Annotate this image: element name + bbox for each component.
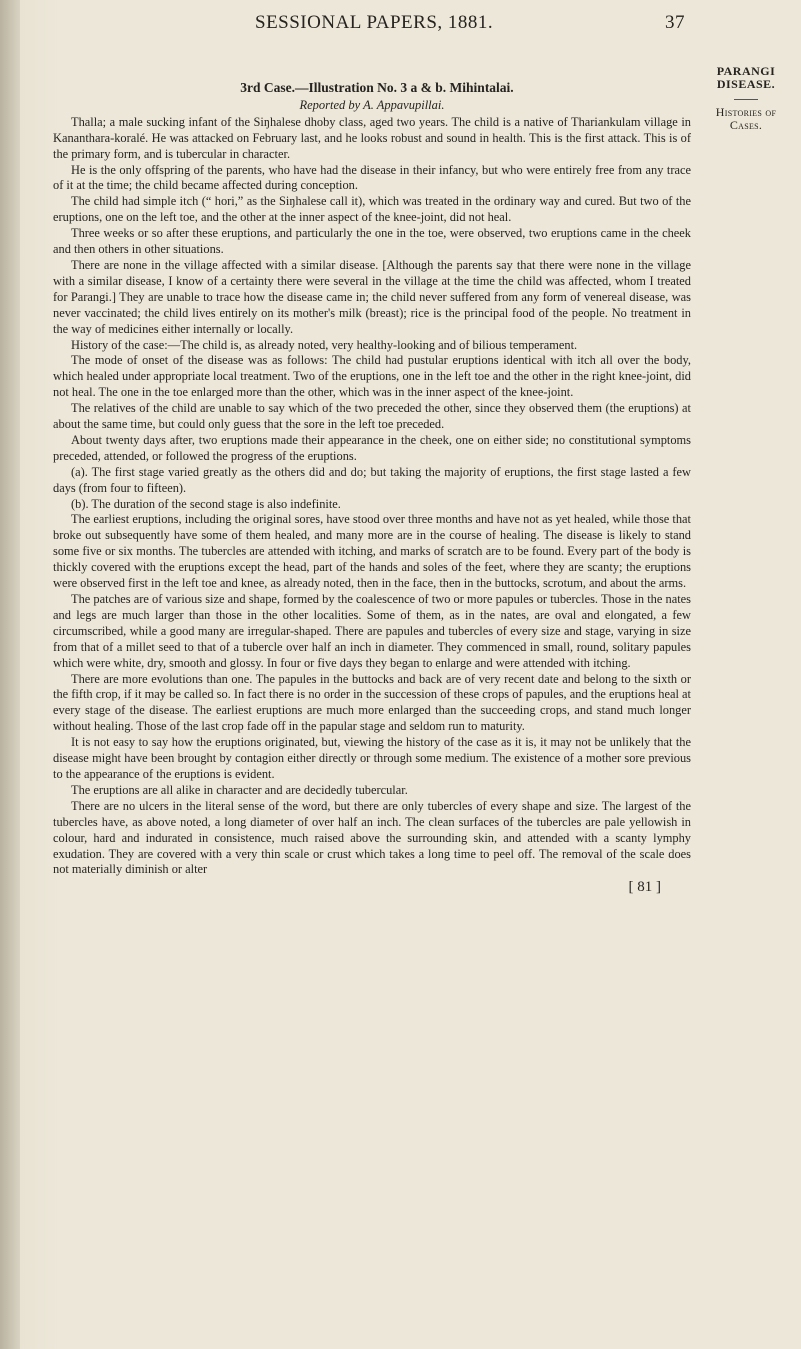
paragraph: Thalla; a male sucking infant of the Siŋhalese dhoby class, aged two years. The child is a native of Thariankulam village in Kananthara-koralé. He was attacked on February last, and he looks robust and sound in health. This is the first attack. This is of the primary form, and is tubercular in character. — [53, 114, 691, 161]
sidenote-line-2: DISEASE. — [716, 77, 776, 91]
sidenote-line-1: PARANGI — [716, 64, 776, 78]
sidenote-line-3: Histories of — [715, 105, 777, 119]
case-reporter: Reported by A. Appavupillai. — [299, 97, 445, 112]
page-reference: [ 81 ] — [628, 879, 661, 896]
paragraph: He is the only offspring of the parents, who have had the disease in their infancy, but who were entirely free from any trace of it at the time; the child became affected during conception. — [53, 162, 691, 193]
paragraph: There are no ulcers in the literal sense of the word, but there are only tubercles of every shape and size. The largest of the tubercles have, as above noted, a long diameter of over half an inch. The clean surfaces of the tubercles are pale yellowish in colour, hard and indurated in consistence, much raised above the surrounding skin, and attended with a scanty lymphy exudation. They are covered with a very thin scale or crust which takes a long time to peel off. The removal of the scale does not materially diminish or alter — [53, 798, 691, 877]
case-title: 3rd Case.—Illustration No. 3 a & b. Mihintalai. — [240, 80, 514, 95]
paragraph: There are more evolutions than one. The papules in the buttocks and back are of very recent date and belong to the sixth or the fifth crop, if it may be called so. In fact there is no order in the succession of these crops of papules, and the eruptions heal at every stage of the disease. The earliest eruptions are much more enlarged than the succeeding crops, and stand much longer without healing. Those of the last crop fade off in the papular stage and seldom run to maturity. — [53, 671, 691, 734]
header-title: SESSIONAL PAPERS, 1881. — [255, 12, 494, 33]
sidenote-line-4: Cases. — [729, 118, 763, 132]
paragraph: (a). The first stage varied greatly as the others did and do; but taking the majority of eruptions, the first stage lasted a few days (from four to fifteen). — [53, 464, 691, 495]
paragraph: Three weeks or so after these eruptions, and particularly the one in the toe, were observed, two eruptions came in the cheek and then others in other situations. — [53, 226, 691, 257]
page-number: 37 — [665, 12, 685, 33]
paragraph: The mode of onset of the disease was as follows: The child had pustular eruptions identical with itch all over the body, which healed under appropriate local treatment. Two of the eruptions, one in the left toe and the other in the right knee-joint, did not heal. The one in the toe enlarged more than the other, which was in the inner aspect of the knee-joint. — [53, 353, 691, 400]
book-spine-shadow — [0, 0, 20, 1349]
paragraph: The patches are of various size and shape, formed by the coalescence of two or more papules or tubercles. Those in the nates and legs are much larger than those in the other localities. Some of them, as in the nates, are oval and elongated, a few circumscribed, while a good many are irregular-shaped. There are papules and tubercles of every size and stage, varying in size from that of a millet seed to that of a tubercle over half an inch in diameter. They commenced in small, round, solitary papules which were white, dry, smooth and glossy. In four or five days they began to enlarge and were attended with itching. — [53, 592, 691, 670]
sidenote-rule — [734, 99, 758, 100]
paragraph: There are none in the village affected with a similar disease. [Although the parents say that there were none in the village with a similar disease, I know of a certainty there were several in the village at the time the child was affected, whom I treated for Parangi.] They are unable to trace how the disease came in; the child never suffered from any form of venereal disease, was never vaccinated; the child lives entirely on its mother's milk (breast); rice is the principal food of the people. No treatment in the way of medicines either internally or locally. — [53, 257, 691, 336]
paragraph: It is not easy to say how the eruptions originated, but, viewing the history of the case as it is, it may not be unlikely that the disease might have been brought by contagion either directly or through some medium. The existence of a mother sore previous to the appearance of the eruptions is evident. — [53, 735, 691, 781]
paragraph: The child had simple itch (“ hori,” as the Siŋhalese call it), which was treated in the ordinary way and cured. But two of the eruptions, one on the left toe, and the other at the inner aspect of the knee-joint, did not heal. — [53, 194, 691, 225]
paragraph: The eruptions are all alike in character and are decidedly tubercular. — [71, 782, 408, 797]
paragraph: The relatives of the child are unable to say which of the two preceded the other, since they observed them (the eruptions) at about the same time, but could only guess that the sore in the left toe preceded. — [53, 401, 691, 432]
margin-sidenote — [696, 65, 796, 132]
paragraph: History of the case:—The child is, as already noted, very healthy-looking and of bilious temperament. — [71, 337, 578, 352]
paragraph: (b). The duration of the second stage is also indefinite. — [71, 496, 341, 511]
main-text — [53, 80, 691, 896]
paragraph: About twenty days after, two eruptions made their appearance in the cheek, one on either side; no constitutional symptoms preceded, attended, or followed the progress of the eruptions. — [53, 432, 691, 463]
paragraph: The earliest eruptions, including the original sores, have stood over three months and have not as yet healed, while those that broke out subsequently have some of them healed, and many more are in the course of healing. The disease is likely to stand some five or six months. The tubercles are attended with itching, and marks of scratch are to be found. Every part of the body is thickly covered with the eruptions except the head, part of the hands and soles of the feet, where they are scanty; the eruptions were observed first in the left toe and knee, as already noted, then in the face, then in the buttocks, scrotum, and about the arms. — [53, 512, 691, 591]
